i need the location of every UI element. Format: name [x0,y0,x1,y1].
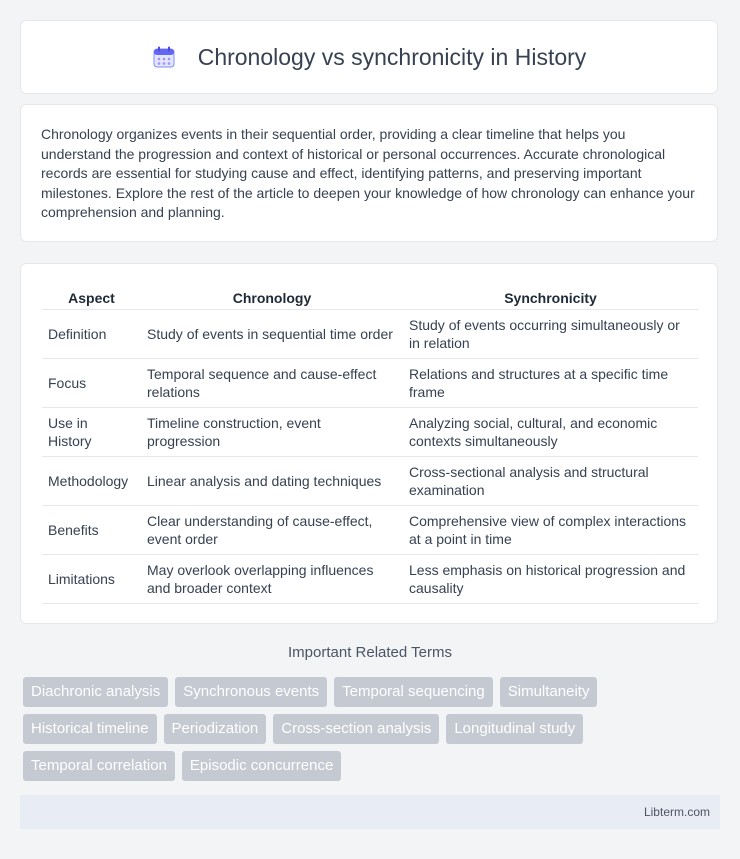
related-terms-title: Important Related Terms [288,644,452,661]
header-synchronicity: Synchronicity [403,284,698,310]
intro-paragraph: Chronology organizes events in their sequential order, providing a clear timeline that helps you understand the progression and context of historical or personal occurrences. Accurate chronological records are essential for studying cause and effect, identifying patterns, and preserving important milestones. Explore the rest of the article to deepen your knowledge of how chronology can enhance your comprehension and planning. [41,126,695,220]
table-header-row [42,284,698,310]
calendar-icon [152,45,176,69]
footer [20,795,720,829]
chronology-cell: Linear analysis and dating techniques [141,457,403,506]
aspect-cell: Limitations [42,555,141,604]
related-term-tag[interactable]: Episodic concurrence [182,751,341,781]
synchronicity-cell: Less emphasis on historical progression and causality [403,555,698,604]
header-aspect: Aspect [42,284,141,310]
page-title: Chronology vs synchronicity in History [197,43,587,70]
chronology-cell: Clear understanding of cause-effect, event order [141,506,403,555]
aspect-cell: Methodology [42,457,141,506]
related-term-tag[interactable]: Temporal correlation [23,751,175,781]
related-term-tag[interactable]: Longitudinal study [446,714,583,744]
synchronicity-cell: Study of events occurring simultaneously or in relation [403,310,698,359]
related-term-tag[interactable]: Simultaneity [500,677,598,707]
table-row [42,408,698,457]
header-chronology: Chronology [141,284,403,310]
related-term-tag[interactable]: Temporal sequencing [334,677,493,707]
comparison-table-card [20,263,718,624]
synchronicity-cell: Relations and structures at a specific time frame [403,359,698,408]
comparison-table [42,284,698,604]
related-term-tag[interactable]: Synchronous events [175,677,327,707]
aspect-cell: Definition [42,310,141,359]
aspect-cell: Benefits [42,506,141,555]
footer-brand-link[interactable]: Libterm.com [643,805,710,819]
related-term-tag[interactable]: Diachronic analysis [23,677,168,707]
table-row [42,506,698,555]
table-row [42,359,698,408]
table-row [42,555,698,604]
table-row [42,457,698,506]
related-term-tag[interactable]: Cross-section analysis [273,714,439,744]
related-terms-list [23,677,723,788]
header-card [20,20,718,94]
aspect-cell: Use in History [42,408,141,457]
related-term-tag[interactable]: Historical timeline [23,714,157,744]
table-row [42,310,698,359]
chronology-cell: Temporal sequence and cause-effect relations [141,359,403,408]
chronology-cell: Study of events in sequential time order [141,310,403,359]
aspect-cell: Focus [42,359,141,408]
chronology-cell: Timeline construction, event progression [141,408,403,457]
intro-card [20,104,718,242]
related-term-tag[interactable]: Periodization [164,714,267,744]
synchronicity-cell: Cross-sectional analysis and structural examination [403,457,698,506]
chronology-cell: May overlook overlapping influences and broader context [141,555,403,604]
synchronicity-cell: Comprehensive view of complex interactions at a point in time [403,506,698,555]
synchronicity-cell: Analyzing social, cultural, and economic contexts simultaneously [403,408,698,457]
